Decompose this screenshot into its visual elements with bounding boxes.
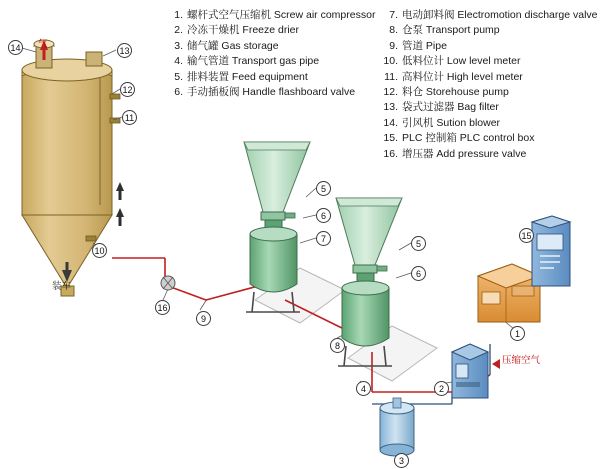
callout-12[interactable]: 12: [120, 82, 135, 97]
callout-9[interactable]: 9: [196, 311, 211, 326]
legend-right-column: [378, 8, 598, 162]
label-comp-air: 压缩空气: [502, 355, 541, 366]
callout-13[interactable]: 13: [117, 43, 132, 58]
add-pressure-valve: [161, 276, 175, 290]
screw-air-compressor: [478, 264, 540, 322]
callout-15[interactable]: 15: [519, 228, 534, 243]
legend-item-10: 10. 低料位计 Low level meter: [383, 55, 521, 68]
callout-14[interactable]: 14: [8, 40, 23, 55]
legend-item-14: 14. 引风机 Sution blower: [383, 116, 501, 129]
callout-8[interactable]: 8: [330, 338, 345, 353]
callout-3[interactable]: 3: [394, 453, 409, 468]
legend-item-12: 12. 料仓 Storehouse pump: [383, 86, 509, 99]
gas-storage-tank: [380, 398, 414, 456]
callout-16[interactable]: 16: [155, 300, 170, 315]
callout-2[interactable]: 2: [434, 381, 449, 396]
callout-6a[interactable]: 6: [316, 208, 331, 223]
callout-6b[interactable]: 6: [411, 266, 426, 281]
storehouse-silo: [22, 40, 120, 296]
legend-item-13: 13. 袋式过滤器 Bag filter: [383, 101, 499, 114]
legend-item-9: 9. 管道 Pipe: [389, 39, 447, 52]
callout-10[interactable]: 10: [92, 243, 107, 258]
legend-item-15: 15. PLC 控制箱 PLC control box: [383, 132, 535, 145]
callout-7[interactable]: 7: [316, 231, 331, 246]
legend-item-7: 7. 电动卸料阀 Electromotion discharge valve: [389, 9, 598, 21]
legend-item-5: 5. 排料装置 Feed equipment: [174, 70, 308, 83]
legend-item-1: 1. 螺杆式空气压缩机 Screw air compressor: [174, 9, 376, 21]
callout-4[interactable]: 4: [356, 381, 371, 396]
legend-left-column: [163, 8, 375, 100]
legend-item-11: 11. 高料位计 High level meter: [384, 70, 523, 83]
compressed-air-arrow: [492, 359, 500, 369]
callout-11[interactable]: 11: [122, 110, 137, 125]
freeze-drier: [452, 344, 488, 398]
callout-5b[interactable]: 5: [411, 236, 426, 251]
legend-item-8: 8. 仓泵 Transport pump: [389, 24, 500, 37]
flow-arrows-silo: [116, 182, 124, 226]
legend-item-3: 3. 储气罐 Gas storage: [174, 39, 279, 52]
legend-item-16: 16. 增压器 Add pressure valve: [383, 147, 527, 160]
callout-5a[interactable]: 5: [316, 181, 331, 196]
legend-item-6: 6. 手动插板阀 Handle flashboard valve: [174, 86, 356, 99]
legend-item-4: 4. 输气管道 Transport gas pipe: [174, 55, 320, 68]
plc-control-box: [532, 216, 570, 286]
callout-1[interactable]: 1: [510, 326, 525, 341]
legend-item-2: 2. 冷冻干燥机 Freeze drier: [174, 24, 300, 37]
label-loading: 装车: [52, 281, 72, 292]
label-air-out: 气: [38, 39, 48, 50]
